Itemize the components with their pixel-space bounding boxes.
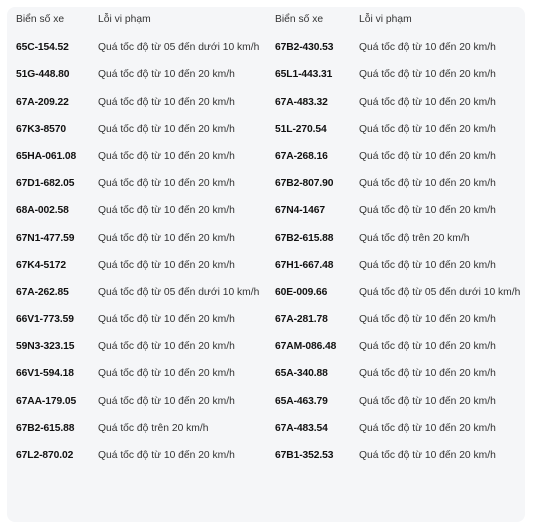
table-cell-plate-right: 67N4-1467 [275, 205, 326, 217]
table-cell-violation-left: Quá tốc độ từ 10 đến 20 km/h [98, 368, 235, 380]
table-cell-violation-right: Quá tốc độ từ 10 đến 20 km/h [359, 178, 496, 190]
table-cell-violation-left: Quá tốc độ từ 10 đến 20 km/h [98, 232, 235, 244]
table-cell-plate-left: 67N1-477.59 [16, 232, 75, 244]
table-cell-plate-left: 65HA-061.08 [16, 150, 77, 162]
header-violation-right: Lỗi vi phạm [359, 14, 412, 25]
table-cell-plate-right: 67A-483.54 [275, 422, 328, 434]
table-cell-violation-right: Quá tốc độ từ 10 đến 20 km/h [359, 123, 496, 135]
table-cell-violation-left: Quá tốc độ từ 10 đến 20 km/h [98, 178, 235, 190]
table-cell-violation-left: Quá tốc độ từ 10 đến 20 km/h [98, 96, 235, 108]
table-cell-violation-right: Quá tốc độ từ 10 đến 20 km/h [359, 42, 496, 54]
table-cell-plate-right: 67B2-807.90 [275, 178, 334, 190]
table-cell-violation-right: Quá tốc độ từ 10 đến 20 km/h [359, 395, 496, 407]
table-cell-plate-left: 67K3-8570 [16, 123, 67, 135]
table-cell-plate-right: 67AM-086.48 [275, 341, 337, 353]
table-cell-plate-left: 67AA-179.05 [16, 395, 77, 407]
table-cell-plate-left: 66V1-594.18 [16, 368, 74, 380]
table-cell-violation-left: Quá tốc độ từ 10 đến 20 km/h [98, 150, 235, 162]
table-cell-plate-right: 65A-340.88 [275, 368, 328, 380]
table-cell-violation-right: Quá tốc độ từ 10 đến 20 km/h [359, 96, 496, 108]
table-cell-plate-left: 67K4-5172 [16, 259, 67, 271]
table-cell-violation-right: Quá tốc độ từ 10 đến 20 km/h [359, 341, 496, 353]
table-cell-plate-right: 67B2-430.53 [275, 42, 334, 54]
violations-table-card [7, 7, 525, 522]
table-cell-violation-left: Quá tốc độ từ 10 đến 20 km/h [98, 69, 235, 81]
table-cell-violation-left: Quá tốc độ từ 05 đến dưới 10 km/h [98, 286, 260, 298]
table-cell-plate-right: 67B2-615.88 [275, 232, 334, 244]
table-cell-violation-left: Quá tốc độ từ 05 đến dưới 10 km/h [98, 42, 260, 54]
table-cell-violation-left: Quá tốc độ từ 10 đến 20 km/h [98, 123, 235, 135]
header-plate-right: Biển số xe [275, 14, 324, 25]
table-cell-plate-left: 66V1-773.59 [16, 314, 74, 326]
table-cell-plate-left: 65C-154.52 [16, 42, 69, 54]
table-cell-violation-left: Quá tốc độ từ 10 đến 20 km/h [98, 205, 235, 217]
table-cell-violation-right: Quá tốc độ từ 10 đến 20 km/h [359, 259, 496, 271]
table-cell-violation-right: Quá tốc độ từ 10 đến 20 km/h [359, 368, 496, 380]
table-cell-violation-right: Quá tốc độ từ 10 đến 20 km/h [359, 205, 496, 217]
table-cell-plate-right: 67A-281.78 [275, 314, 328, 326]
table-cell-plate-left: 59N3-323.15 [16, 341, 75, 353]
table-cell-plate-right: 67B1-352.53 [275, 450, 334, 461]
table-cell-plate-left: 67B2-615.88 [16, 422, 75, 434]
table-cell-violation-right: Quá tốc độ trên 20 km/h [359, 232, 470, 244]
table-cell-violation-left: Quá tốc độ từ 10 đến 20 km/h [98, 259, 235, 271]
table-cell-plate-right: 60E-009.66 [275, 286, 328, 298]
table-cell-violation-left: Quá tốc độ từ 10 đến 20 km/h [98, 341, 235, 353]
header-violation-left: Lỗi vi phạm [98, 14, 151, 25]
violations-table [16, 7, 529, 470]
table-cell-plate-right: 67A-483.32 [275, 96, 328, 108]
table-cell-violation-left: Quá tốc độ từ 10 đến 20 km/h [98, 314, 235, 326]
table-cell-violation-right: Quá tốc độ từ 05 đến dưới 10 km/h [359, 286, 521, 298]
table-cell-plate-left: 67L2-870.02 [16, 450, 74, 461]
table-cell-plate-right: 67A-268.16 [275, 150, 328, 162]
table-cell-plate-left: 67A-209.22 [16, 96, 69, 108]
table-cell-violation-right: Quá tốc độ từ 10 đến 20 km/h [359, 314, 496, 326]
table-cell-plate-right: 65A-463.79 [275, 395, 328, 407]
table-cell-violation-right: Quá tốc độ từ 10 đến 20 km/h [359, 422, 496, 434]
table-cell-violation-right: Quá tốc độ từ 10 đến 20 km/h [359, 69, 496, 81]
table-cell-plate-right: 67H1-667.48 [275, 259, 334, 271]
header-plate-left: Biển số xe [16, 14, 65, 25]
table-cell-plate-left: 68A-002.58 [16, 205, 69, 217]
table-cell-violation-left: Quá tốc độ từ 10 đến 20 km/h [98, 395, 235, 407]
table-cell-violation-right: Quá tốc độ từ 10 đến 20 km/h [359, 450, 496, 461]
table-cell-plate-right: 51L-270.54 [275, 123, 327, 135]
table-cell-plate-right: 65L1-443.31 [275, 69, 333, 81]
table-cell-violation-right: Quá tốc độ từ 10 đến 20 km/h [359, 150, 496, 162]
table-cell-violation-left: Quá tốc độ trên 20 km/h [98, 422, 209, 434]
table-cell-plate-left: 67A-262.85 [16, 286, 69, 298]
table-cell-violation-left: Quá tốc độ từ 10 đến 20 km/h [98, 450, 235, 461]
table-cell-plate-left: 51G-448.80 [16, 69, 70, 81]
table-cell-plate-left: 67D1-682.05 [16, 178, 75, 190]
